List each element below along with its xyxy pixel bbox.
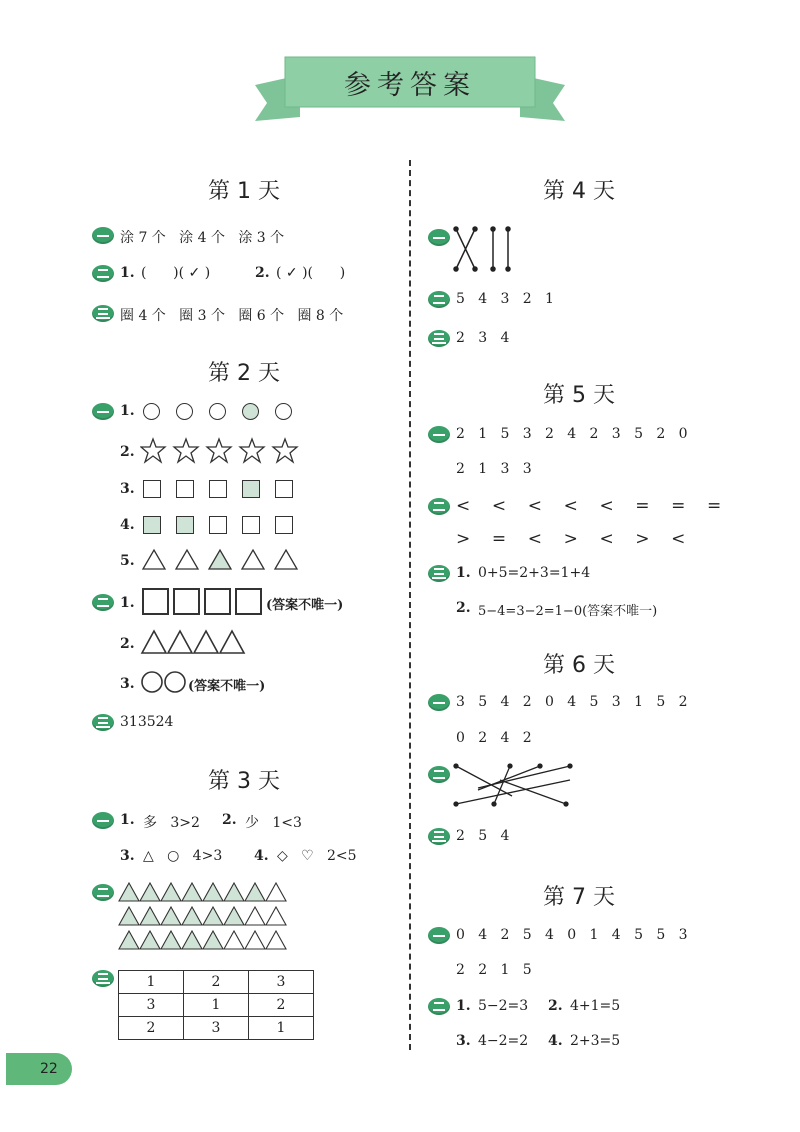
circle-shape: [209, 403, 226, 420]
section-three-icon: [92, 714, 114, 731]
page-title: 参考答案: [344, 70, 476, 101]
section-two-icon: [428, 998, 450, 1015]
big-circles: [140, 670, 190, 696]
table-cell: 3: [119, 994, 184, 1017]
day2-m3-note: (答案不唯一): [188, 679, 266, 694]
square-shape: [143, 480, 161, 498]
day2-n3: 3.: [120, 481, 135, 497]
table-cell: 1: [119, 971, 184, 994]
day3-l1b: 多 3>2: [143, 815, 200, 831]
square-shape: [275, 480, 293, 498]
table-cell: 3: [184, 1017, 249, 1040]
triangles-row: [140, 548, 305, 572]
table-cell: 2: [184, 971, 249, 994]
day6-heading: 第 6 天: [543, 653, 615, 678]
crossing-lines: [450, 760, 575, 810]
day2-n1: 1.: [120, 403, 135, 419]
day3-l1a: 1.: [120, 812, 135, 828]
section-two-icon: [428, 498, 450, 515]
day2-m3: 3.: [120, 676, 135, 692]
day7-l4: 2+3=5: [570, 1033, 621, 1049]
day4-s3: 2 3 4: [456, 330, 510, 346]
square-shape: [209, 516, 227, 534]
day7-s1b: 2 2 1 5: [456, 962, 532, 978]
day7-l4n: 4.: [548, 1033, 563, 1049]
table-row: [119, 994, 314, 1017]
day5-s1b: 2 1 3 3: [456, 461, 532, 477]
day5-s1a: 2 1 5 3 2 4 2 3 5 2 0: [456, 426, 688, 442]
day5-s3a-n: 1.: [456, 565, 471, 581]
table-row: [119, 971, 314, 994]
section-one-icon: [92, 227, 114, 244]
day7-l3n: 3.: [456, 1033, 471, 1049]
day2-n5: 5.: [120, 553, 135, 569]
day6-s1b: 0 2 4 2: [456, 730, 532, 746]
day7-l2n: 2.: [548, 998, 563, 1014]
section-one-icon: [428, 229, 450, 246]
day2-n4: 4.: [120, 517, 135, 533]
day3-l2b: △ ○ 4>3: [143, 848, 223, 864]
section-one-icon: [428, 426, 450, 443]
square-shape: [275, 516, 293, 534]
big-triangles: [140, 628, 252, 656]
day1-heading: 第 1 天: [208, 179, 280, 204]
day2-m1: 1.: [120, 595, 135, 611]
table-cell: 2: [119, 1017, 184, 1040]
square-shaded: [242, 480, 260, 498]
stars-row: [140, 437, 300, 465]
circle-shaded: [242, 403, 259, 420]
triangle-grid: [118, 882, 288, 952]
day4-heading: 第 4 天: [543, 179, 615, 204]
square-shape: [242, 516, 260, 534]
day5-heading: 第 5 天: [543, 383, 615, 408]
day5-s2b: > = < > < > <: [456, 529, 686, 549]
section-three-icon: [92, 305, 114, 322]
big-square: [235, 588, 262, 615]
day1-s2-n1: 1.: [120, 265, 135, 281]
day5-s3b: 5−4=3−2=1−0(答案不唯一): [478, 604, 658, 619]
day6-s1a: 3 5 4 2 0 4 5 3 1 5 2: [456, 694, 688, 710]
page-number: 22: [40, 1061, 58, 1077]
answer-table: [118, 970, 314, 1040]
circle-shape: [275, 403, 292, 420]
section-three-icon: [428, 565, 450, 582]
section-two-icon: [428, 766, 450, 783]
page-number-tab: [6, 1053, 72, 1085]
table-cell: 1: [249, 1017, 314, 1040]
table-row: [119, 1017, 314, 1040]
day2-m1-note: (答案不唯一): [266, 598, 344, 613]
big-square: [204, 588, 231, 615]
day1-s1: 涂 7 个 涂 4 个 涂 3 个: [120, 230, 285, 246]
day3-heading: 第 3 天: [208, 769, 280, 794]
circle-shape: [143, 403, 160, 420]
day1-s3: 圈 4 个 圈 3 个 圈 6 个 圈 8 个: [120, 308, 344, 324]
square-shaded: [143, 516, 161, 534]
matching-lines: [450, 225, 515, 273]
day3-l2d: ◇ ♡ 2<5: [277, 848, 357, 864]
day1-s2-b: ( ✓ )( ): [276, 265, 346, 281]
day2-heading: 第 2 天: [208, 361, 280, 386]
section-two-icon: [92, 265, 114, 282]
day3-l2a: 3.: [120, 848, 135, 864]
square-shape: [176, 480, 194, 498]
section-three-icon: [428, 330, 450, 347]
square-shaded: [176, 516, 194, 534]
section-three-icon: [428, 828, 450, 845]
day7-heading: 第 7 天: [543, 885, 615, 910]
day3-l1d: 少 1<3: [245, 815, 302, 831]
circle-shape: [176, 403, 193, 420]
section-one-icon: [92, 403, 114, 420]
table-cell: 1: [184, 994, 249, 1017]
day2-n2: 2.: [120, 444, 135, 460]
day3-l2c: 4.: [254, 848, 269, 864]
day7-l3: 4−2=2: [478, 1033, 529, 1049]
day7-s1a: 0 4 2 5 4 0 1 4 5 5 3: [456, 927, 688, 943]
section-one-icon: [92, 812, 114, 829]
title-banner: [255, 55, 565, 125]
day5-s3a: 0+5=2+3=1+4: [478, 565, 591, 581]
table-cell: 2: [249, 994, 314, 1017]
section-three-icon: [92, 970, 114, 987]
section-one-icon: [428, 694, 450, 711]
square-shape: [209, 480, 227, 498]
day5-s2a: < < < < < = = =: [456, 496, 722, 516]
day7-l1n: 1.: [456, 998, 471, 1014]
big-square: [142, 588, 169, 615]
day7-l1: 5−2=3: [478, 998, 529, 1014]
table-cell: 3: [249, 971, 314, 994]
column-divider: [409, 160, 411, 1050]
section-two-icon: [92, 884, 114, 901]
day2-m2: 2.: [120, 636, 135, 652]
big-square: [173, 588, 200, 615]
day6-s3: 2 5 4: [456, 828, 510, 844]
day7-l2: 4+1=5: [570, 998, 621, 1014]
day2-s3: 313524: [120, 714, 174, 730]
day1-s2-n2: 2.: [255, 265, 270, 281]
section-two-icon: [92, 594, 114, 611]
day1-s2-a: ( )( ✓ ): [141, 265, 211, 281]
day3-l1c: 2.: [222, 812, 237, 828]
day5-s3b-n: 2.: [456, 600, 471, 616]
section-one-icon: [428, 927, 450, 944]
section-two-icon: [428, 291, 450, 308]
day4-s2: 5 4 3 2 1: [456, 291, 554, 307]
